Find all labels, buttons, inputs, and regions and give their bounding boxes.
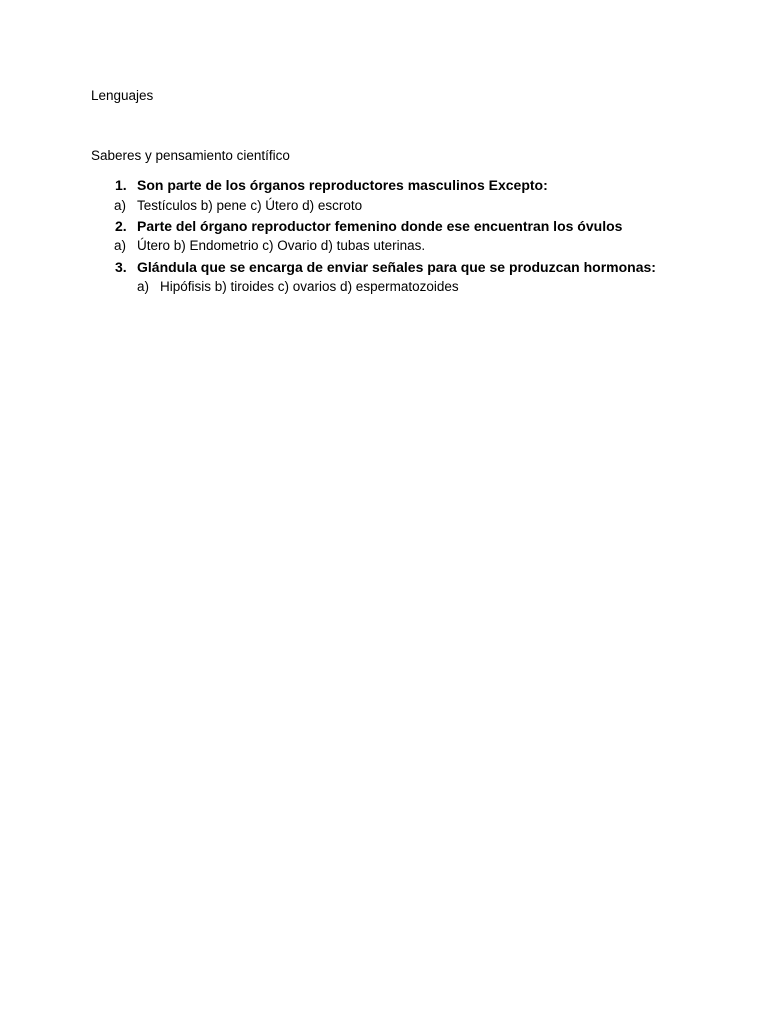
question-1-number: 1. xyxy=(115,177,127,193)
question-3-number: 3. xyxy=(115,259,127,275)
question-1-options-text: Testículos b) pene c) Útero d) escroto xyxy=(137,198,363,213)
question-2-options-text: Útero b) Endometrio c) Ovario d) tubas uterinas. xyxy=(137,238,426,253)
question-3-option-marker: a) xyxy=(137,279,150,294)
section-title-lenguajes: Lenguajes xyxy=(91,88,154,103)
question-2-number: 2. xyxy=(115,218,127,234)
question-1-text: Son parte de los órganos reproductores masculinos Excepto: xyxy=(137,177,548,193)
question-2-text: Parte del órgano reproductor femenino donde ese encuentran los óvulos xyxy=(137,218,623,234)
question-2-option-marker: a) xyxy=(114,238,127,253)
question-1-option-marker: a) xyxy=(114,198,127,213)
question-3-text: Glándula que se encarga de enviar señales para que se produzcan hormonas: xyxy=(137,259,656,275)
section-title-saberes: Saberes y pensamiento científico xyxy=(91,148,290,163)
question-3-options-text: Hipófisis b) tiroides c) ovarios d) espermatozoides xyxy=(160,279,459,294)
